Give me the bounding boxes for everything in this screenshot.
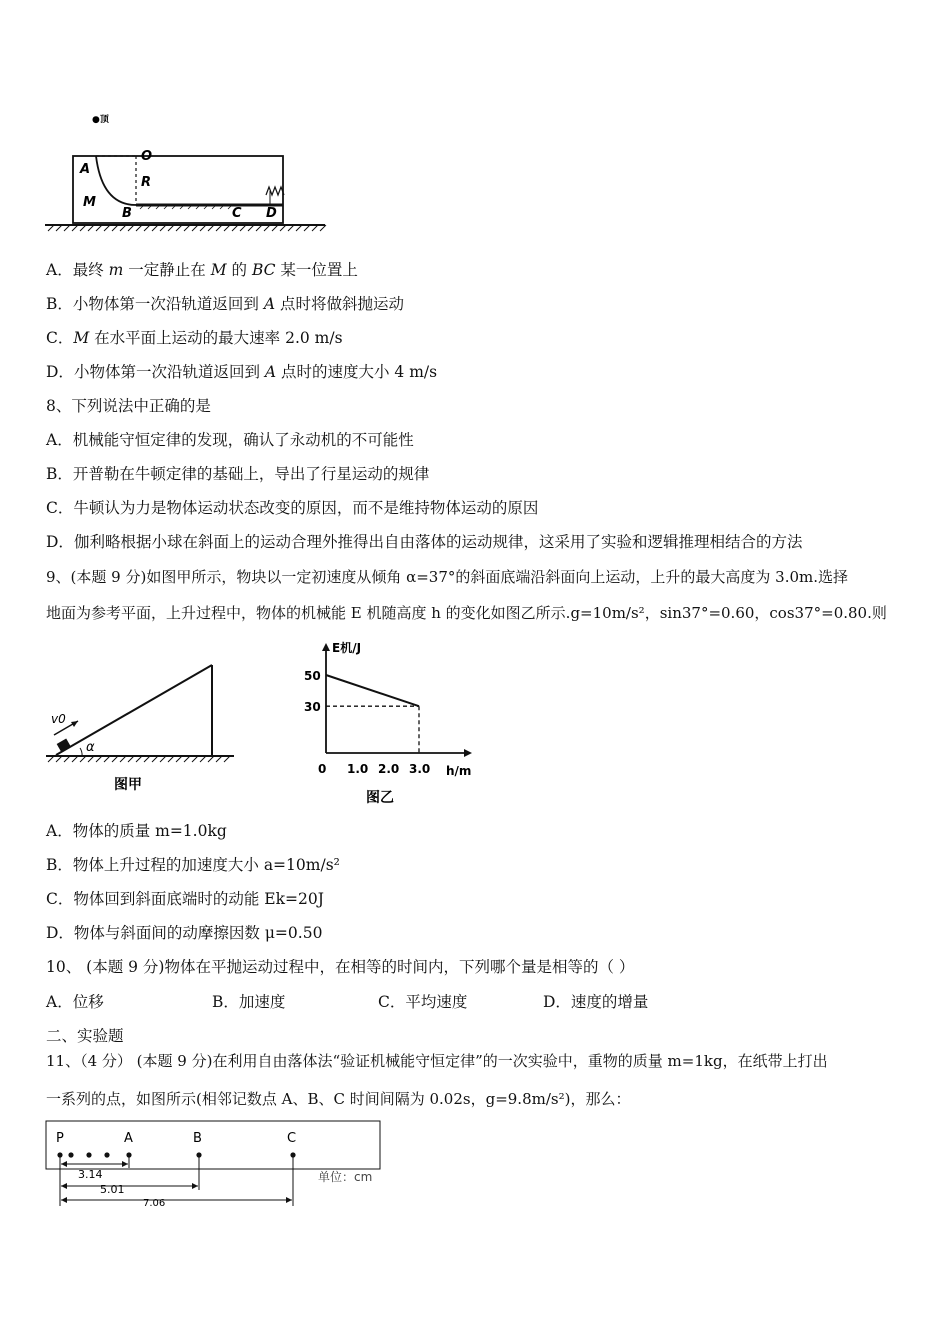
- q9-line2: 地面为参考平面，上升过程中，物体的机械能 E 机随高度 h 的变化如图乙所示.g=10m/s²，sin37°=0.60，cos37°=0.80.则: [46, 604, 887, 622]
- track-figure: [40, 105, 340, 240]
- italic-symbol: M: [73, 329, 90, 347]
- y-tick-label: 50: [304, 669, 321, 683]
- dist-pa-label: 3.14: [78, 1168, 103, 1181]
- x-tick-label: 2.0: [378, 762, 400, 776]
- option-text: 伽利略根据小球在斜面上的运动合理外推得出自由落体的运动规律，这采用了实验和逻辑推理相结合的方法: [73, 533, 803, 551]
- fig-yi-caption: 图乙: [366, 790, 394, 806]
- q7-option-b: [46, 294, 404, 314]
- option-text: 某一位置上: [275, 261, 358, 279]
- option-letter: B．: [46, 465, 73, 483]
- energy-line: [326, 675, 419, 706]
- x-axis-arrow: [464, 749, 472, 757]
- option-text: 在水平面上运动的最大速率 2.0 m/s: [89, 329, 343, 347]
- option-text: 小物体第一次沿轨道返回到: [72, 295, 264, 313]
- q9-line1: 9、(本题 9 分)如图甲所示，物块以一定初速度从倾角 α=37°的斜面底端沿斜面向上运动，上升的最大高度为 3.0m.选择: [46, 568, 848, 586]
- dist-pc-label: 7.06: [143, 1198, 166, 1209]
- angle-arc: [80, 748, 82, 756]
- dim-arrow: [122, 1161, 128, 1167]
- paper-tape-figure: [40, 1118, 390, 1213]
- italic-symbol: M: [210, 261, 227, 279]
- section-title: 二、实验题: [46, 1027, 124, 1045]
- q8-option-b: [46, 464, 429, 484]
- q7-option-d: [46, 362, 437, 382]
- option-letter: A．: [46, 431, 73, 449]
- q10-option-c: C．平均速度: [378, 993, 468, 1011]
- dim-arrow: [61, 1183, 67, 1189]
- q8-option-c: [46, 498, 538, 518]
- q7-option-c: [46, 328, 343, 348]
- label-o: O: [141, 149, 153, 164]
- q9-option-a: A．物体的质量 m=1.0kg: [46, 822, 227, 840]
- q9-option-b: B．物体上升过程的加速度大小 a=10m/s²: [46, 856, 340, 874]
- label-m: M: [83, 195, 96, 210]
- q10-option-b: B．加速度: [212, 993, 286, 1011]
- option-letter: D．: [46, 533, 74, 551]
- italic-symbol: m: [108, 261, 124, 279]
- option-text: 最终: [72, 261, 109, 279]
- label-a: A: [80, 162, 91, 177]
- italic-symbol: BC: [251, 261, 276, 279]
- option-text: 机械能守恒定律的发现，确认了永动机的不可能性: [72, 431, 414, 449]
- q8-option-a: [46, 430, 414, 450]
- q9-option-c: C．物体回到斜面底端时的动能 Ek=20J: [46, 890, 324, 908]
- option-text: 点时将做斜抛运动: [275, 295, 404, 313]
- x-tick-label: 1.0: [347, 762, 369, 776]
- block: [57, 739, 71, 752]
- option-text: 小物体第一次沿轨道返回到: [73, 363, 265, 381]
- x-axis-label: h/m: [446, 764, 472, 778]
- option-text: 的: [226, 261, 252, 279]
- incline-figure: [44, 655, 244, 800]
- q10-option-d: D．速度的增量: [543, 993, 649, 1011]
- dim-arrow: [286, 1197, 292, 1203]
- dot: [68, 1152, 73, 1157]
- y-axis-arrow: [322, 643, 330, 651]
- unit-label: 单位：cm: [318, 1170, 373, 1184]
- option-letter: A．: [46, 261, 73, 279]
- option-letter: C．: [46, 329, 74, 347]
- option-letter: B．: [46, 295, 73, 313]
- option-text: 一定静止在: [123, 261, 211, 279]
- y-axis-label: E机/J: [332, 641, 362, 655]
- q8-stem: 8、下列说法中正确的是: [46, 397, 211, 415]
- label-r: R: [141, 175, 152, 190]
- option-text: 点时的速度大小 4 m/s: [276, 363, 438, 381]
- paper-tape: [46, 1121, 380, 1169]
- italic-symbol: A: [263, 295, 276, 313]
- point-p-label: P: [56, 1131, 64, 1146]
- origin-label: 0: [318, 762, 327, 776]
- point-c-label: C: [287, 1131, 297, 1146]
- dim-arrow: [61, 1197, 67, 1203]
- q11-line2: 一系列的点，如图所示(相邻记数点 A、B、C 时间间隔为 0.02s，g=9.8m/s²)，那么：: [46, 1090, 631, 1108]
- option-text: 牛顿认为力是物体运动状态改变的原因，而不是维持物体运动的原因: [73, 499, 539, 517]
- q11-line1: 11、（4 分） (本题 9 分)在利用自由落体法“验证机械能守恒定律”的一次实验中，重物的质量 m=1kg，在纸带上打出: [46, 1052, 828, 1070]
- option-letter: C．: [46, 499, 74, 517]
- q7-option-a: [46, 260, 358, 280]
- q10-option-a: A．位移: [46, 993, 104, 1011]
- dim-arrow: [192, 1183, 198, 1189]
- q9-option-d: D．物体与斜面间的动摩擦因数 μ=0.50: [46, 924, 323, 942]
- italic-symbol: A: [264, 363, 277, 381]
- fig1-dot-label: ●顶: [92, 115, 109, 125]
- fig-jia-caption: 图甲: [114, 777, 142, 793]
- alpha-label: α: [86, 740, 95, 755]
- label-c: C: [232, 206, 242, 221]
- energy-height-chart: [300, 635, 490, 810]
- point-a-label: A: [124, 1131, 133, 1146]
- incline-surface: [56, 665, 212, 755]
- option-letter: D．: [46, 363, 74, 381]
- block-m-outline: [73, 156, 283, 223]
- q8-option-d: [46, 532, 802, 552]
- dist-pb-label: 5.01: [100, 1183, 125, 1196]
- dot: [86, 1152, 91, 1157]
- dot: [104, 1152, 109, 1157]
- point-b-label: B: [193, 1131, 202, 1146]
- option-text: 开普勒在牛顿定律的基础上，导出了行星运动的规律: [72, 465, 430, 483]
- q10-stem: 10、 (本题 9 分)物体在平抛运动过程中，在相等的时间内，下列哪个量是相等的（ ）: [46, 958, 635, 976]
- v0-label: v0: [51, 712, 66, 726]
- x-tick-label: 3.0: [409, 762, 431, 776]
- y-tick-label: 30: [304, 700, 321, 715]
- spring: [266, 187, 284, 195]
- arc-track: [96, 156, 136, 205]
- label-b: B: [122, 206, 132, 221]
- dim-arrow: [61, 1161, 67, 1167]
- label-d: D: [266, 206, 277, 221]
